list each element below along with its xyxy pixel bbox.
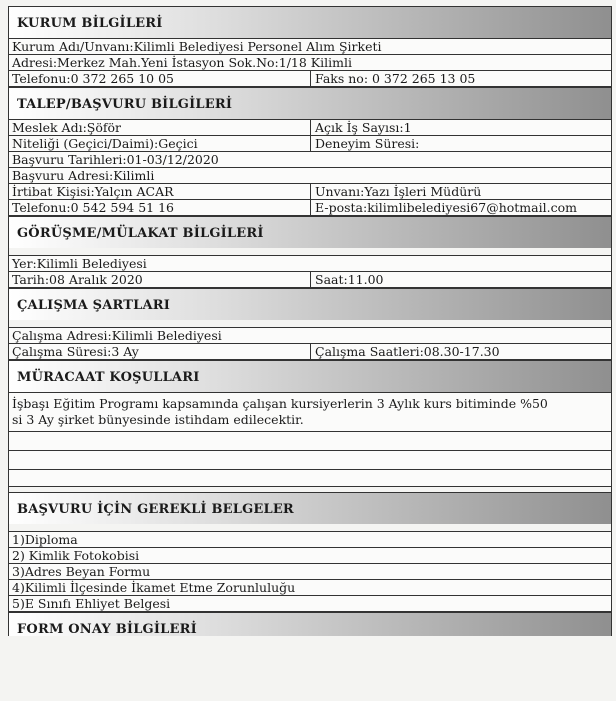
row-gorusme-yer (8, 255, 612, 271)
list-item (8, 595, 612, 612)
row-basvuru-adres (8, 167, 612, 183)
muracaat-line-1: İşbaşı Eğitim Programı kapsamında çalışan kursiyerlerin 3 Aylık kurs bitiminde %50 (12, 396, 548, 411)
muracaat-line-2: si 3 Ay şirket bünyesinde istihdam edilecektir. (12, 412, 304, 427)
calisma-suresi: Çalışma Süresi:3 Ay (9, 344, 311, 359)
acik-is-sayisi: Açık İş Sayısı:1 (315, 120, 412, 135)
list-item (8, 547, 612, 563)
section-header-kurum: KURUM BİLGİLERİ (8, 6, 612, 38)
section-header-belgeler: BAŞVURU İÇİN GEREKLİ BELGELER (8, 492, 612, 524)
kurum-adi: Kurum Adı/Unvanı:Kilimli Belediyesi Personel Alım Şirketi (12, 39, 382, 54)
gorusme-spacer (8, 248, 612, 255)
irtibat-telefon: Telefonu:0 542 594 51 16 (9, 200, 311, 215)
section-header-form-onay: FORM ONAY BİLGİLERİ (8, 612, 612, 636)
section-header-muracaat: MÜRACAAT KOŞULLARI (8, 360, 612, 392)
row-gorusme-tarih (8, 271, 612, 288)
irtibat-kisisi: İrtibat Kişisi:Yalçın ACAR (9, 184, 311, 199)
row-kurum-telefon (8, 70, 612, 87)
belge-item: 5)E Sınıfı Ehliyet Belgesi (12, 596, 171, 611)
belge-item: 2) Kimlik Fotokobisi (12, 548, 140, 563)
row-meslek (8, 119, 612, 135)
belgeler-spacer (8, 524, 612, 531)
job-posting-form (8, 0, 612, 636)
row-calisma-adres (8, 327, 612, 343)
gorusme-yer: Yer:Kilimli Belediyesi (12, 256, 147, 271)
row-calisma-sure (8, 343, 612, 360)
blank-row (8, 450, 612, 469)
calisma-adresi: Çalışma Adresi:Kilimli Belediyesi (12, 328, 222, 343)
deneyim-suresi: Deneyim Süresi: (315, 136, 420, 151)
list-item (8, 531, 612, 547)
row-tarihler (8, 151, 612, 167)
section-header-gorusme: GÖRÜŞME/MÜLAKAT BİLGİLERİ (8, 216, 612, 248)
irtibat-eposta: E-posta:kilimlibelediyesi67@hotmail.com (315, 200, 577, 215)
kurum-adres: Adresi:Merkez Mah.Yeni İstasyon Sok.No:1/18 Kilimli (12, 55, 352, 70)
gorusme-saat: Saat:11.00 (315, 272, 384, 287)
section-header-talep: TALEP/BAŞVURU BİLGİLERİ (8, 87, 612, 119)
section-header-calisma: ÇALIŞMA ŞARTLARI (8, 288, 612, 320)
irtibat-unvan: Unvanı:Yazı İşleri Müdürü (315, 184, 482, 199)
calisma-saatleri: Çalışma Saatleri:08.30-17.30 (315, 344, 500, 359)
calisma-spacer (8, 320, 612, 327)
row-irtibat-iletisim (8, 199, 612, 216)
belge-item: 3)Adres Beyan Formu (12, 564, 151, 579)
row-kurum-adres (8, 54, 612, 70)
row-kurum-adi (8, 38, 612, 54)
row-nitelik (8, 135, 612, 151)
blank-row (8, 431, 612, 450)
belge-item: 1)Diploma (12, 532, 78, 547)
muracaat-text (8, 392, 612, 431)
belge-item: 4)Kilimli İlçesinde İkamet Etme Zorunluluğu (12, 580, 296, 595)
nitelik: Niteliği (Geçici/Daimi):Geçici (9, 136, 311, 151)
row-irtibat (8, 183, 612, 199)
basvuru-adresi: Başvuru Adresi:Kilimli (12, 168, 155, 183)
list-item (8, 563, 612, 579)
list-item (8, 579, 612, 595)
gorusme-tarih: Tarih:08 Aralık 2020 (9, 272, 311, 287)
basvuru-tarihleri: Başvuru Tarihleri:01-03/12/2020 (12, 152, 219, 167)
kurum-telefon: Telefonu:0 372 265 10 05 (9, 71, 311, 86)
kurum-faks: Faks no: 0 372 265 13 05 (315, 71, 476, 86)
meslek-adi: Meslek Adı:Şöför (9, 120, 311, 135)
blank-row (8, 469, 612, 487)
